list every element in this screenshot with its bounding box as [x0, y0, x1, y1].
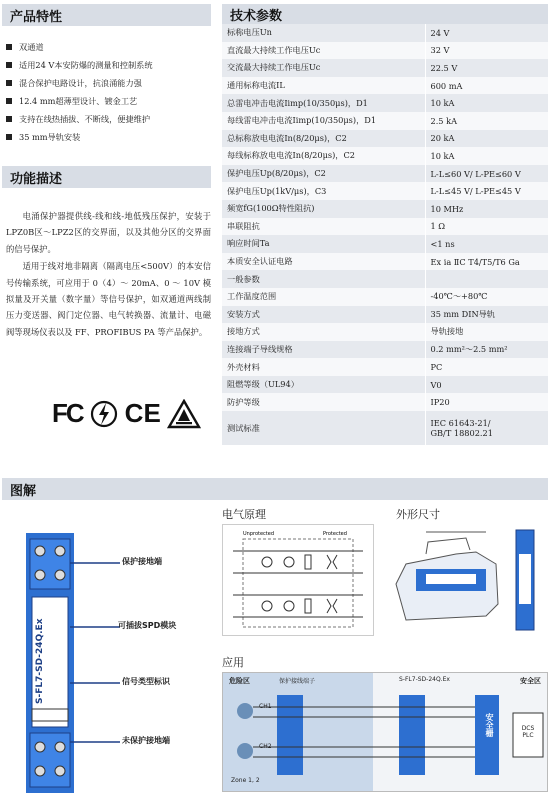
fc-logo-icon: FC — [52, 398, 83, 428]
bullet-icon — [6, 98, 12, 104]
ce-logo-icon: CE — [124, 398, 161, 428]
param-value: 导轨接地 — [425, 323, 548, 341]
feature-item: 支持在线热插拔、不断线，便捷维护 — [6, 110, 211, 128]
param-key: 测试标准 — [222, 411, 425, 445]
application-diagram — [222, 672, 548, 792]
param-key: 标称电压Un — [222, 24, 425, 42]
param-value: 24 V — [425, 24, 548, 42]
param-value: L-L≤60 V/ L-PE≤60 V — [425, 165, 548, 183]
description-paragraph: 电涌保护器提供线-线和线-地低残压保护，安装于LPZ0B区～LPZ2区的交界面，以及其他分区的交界面的信号保护。 — [6, 211, 211, 254]
param-row — [222, 376, 548, 394]
bullet-icon — [6, 44, 12, 50]
channel-2-label: CH2 — [259, 743, 272, 750]
param-row — [222, 253, 548, 271]
param-value: 2.5 kA — [425, 112, 548, 130]
description-header — [2, 166, 211, 188]
param-key: 接地方式 — [222, 323, 425, 341]
feature-item: 35 mm导轨安装 — [6, 128, 211, 146]
application-title: 应用 — [222, 656, 244, 669]
param-row — [222, 341, 548, 359]
param-key: 串联阻抗 — [222, 218, 425, 236]
channel-1-label: CH1 — [259, 703, 272, 710]
param-key: 每线雷电冲击电流Iimp(10/350μs)，D1 — [222, 112, 425, 130]
param-key: 阻燃等级（UL94） — [222, 376, 425, 394]
terminal-box-label: 保护接线端子 — [279, 678, 316, 685]
param-row — [222, 323, 548, 341]
circuit-label-protected: Protected — [323, 531, 347, 537]
param-key: 响应时间Ta — [222, 235, 425, 253]
param-row — [222, 411, 548, 445]
param-value: 600 mA — [425, 77, 548, 95]
param-key: 保护电压Up(1kV/μs)，C3 — [222, 182, 425, 200]
param-row — [222, 24, 548, 42]
param-value: 0.2 mm²～2.5 mm² — [425, 341, 548, 359]
param-key: 连接端子导线规格 — [222, 341, 425, 359]
device-model-text: S-FL7-SD-24Q.Ex — [35, 618, 45, 704]
param-key: 外壳材料 — [222, 358, 425, 376]
param-row — [222, 147, 548, 165]
callout-signal-mark: 信号类型标识 — [122, 677, 170, 686]
feature-item: 双通道 — [6, 38, 211, 56]
param-value: 1 Ω — [425, 218, 548, 236]
param-row — [222, 94, 548, 112]
params-title: 技术参数 — [230, 8, 283, 24]
circuit-diagram — [222, 524, 374, 636]
param-row — [222, 130, 548, 148]
param-row — [222, 42, 548, 60]
zone-note-label: Zone 1, 2 — [231, 777, 260, 784]
callout-lines — [70, 545, 220, 745]
param-key: 保护电压Up(8/20μs)，C2 — [222, 165, 425, 183]
param-value: IEC 61643-21/ GB/T 18802.21 — [425, 411, 548, 445]
param-row — [222, 200, 548, 218]
param-value: 10 MHz — [425, 200, 548, 218]
param-value: 35 mm DIN导轨 — [425, 306, 548, 324]
hazardous-zone-label: 危险区 — [229, 677, 250, 685]
param-value: 10 kA — [425, 147, 548, 165]
param-key: 工作温度范围 — [222, 288, 425, 306]
features-list — [6, 38, 211, 146]
bullet-icon — [6, 134, 12, 140]
param-value: Ex ia ⅡC T4/T5/T6 Ga — [425, 253, 548, 271]
feature-item: 适用24 V本安防爆的测量和控制系统 — [6, 56, 211, 74]
param-value: 22.5 V — [425, 59, 548, 77]
param-value: PC — [425, 358, 548, 376]
param-value: 10 kA — [425, 94, 548, 112]
device-illustration — [24, 533, 76, 793]
param-row — [222, 270, 548, 288]
param-key: 一般参数 — [222, 270, 425, 288]
circuit-label-unprotected: Unprotected — [243, 531, 275, 537]
param-key: 防护等级 — [222, 393, 425, 411]
lightning-cert-icon — [89, 399, 119, 429]
param-key: 安装方式 — [222, 306, 425, 324]
param-value: 20 kA — [425, 130, 548, 148]
param-key: 总雷电冲击电流Iimp(10/350μs)，D1 — [222, 94, 425, 112]
dimension-title: 外形尺寸 — [396, 508, 440, 521]
feature-item: 12.4 mm超薄型设计、镀金工艺 — [6, 92, 211, 110]
params-header — [222, 4, 548, 24]
param-row — [222, 306, 548, 324]
param-value: <1 ns — [425, 235, 548, 253]
params-table — [222, 24, 548, 445]
param-key: 每线标称放电电流In(8/20μs)，C2 — [222, 147, 425, 165]
param-row — [222, 182, 548, 200]
param-key: 本质安全认证电路 — [222, 253, 425, 271]
pictures-title: 图解 — [10, 483, 37, 499]
dimension-drawing — [386, 524, 548, 636]
bullet-icon — [6, 62, 12, 68]
bullet-icon — [6, 80, 12, 86]
param-row — [222, 218, 548, 236]
bullet-icon — [6, 116, 12, 122]
param-key: 交流最大持续工作电压Uc — [222, 59, 425, 77]
param-value: 32 V — [425, 42, 548, 60]
param-value: -40℃～+80℃ — [425, 288, 548, 306]
param-row — [222, 165, 548, 183]
spd-box-label: S-FL7-SD-24Q.Ex — [399, 676, 450, 683]
description-paragraph: 适用于线对地非隔离（隔离电压<500V）的本安信号传输系统，可应用于 0（4）～ 20mA、0 ～ 10V 模拟量及开关量（数字量）等信号保护，如双通道两线制压力变送器、阀门定位器、电气转换器、流量计、电磁阀等现场仪表以及 FF、PROFIBUS PA 等产品保护。 — [6, 261, 211, 337]
param-key: 直流最大持续工作电压Uc — [222, 42, 425, 60]
feature-item: 混合保护电路设计，抗浪涌能力强 — [6, 74, 211, 92]
callout-protected-ground: 保护接地端 — [122, 557, 162, 566]
param-value: IP20 — [425, 393, 548, 411]
param-row — [222, 59, 548, 77]
param-key: 频宽fG(100Ω特性阻抗) — [222, 200, 425, 218]
plc-label: DCS PLC — [521, 725, 535, 739]
param-row — [222, 288, 548, 306]
description-text — [6, 208, 211, 341]
features-title: 产品特性 — [10, 9, 63, 25]
param-row — [222, 112, 548, 130]
callout-unprotected-ground: 未保护接地端 — [122, 736, 170, 745]
ex-hazard-icon — [167, 399, 201, 429]
param-value — [425, 270, 548, 288]
param-row — [222, 77, 548, 95]
certification-logos — [52, 398, 201, 429]
param-key: 通用标称电流IL — [222, 77, 425, 95]
barrier-label: 安全栅 — [485, 713, 494, 737]
param-value: V0 — [425, 376, 548, 394]
param-row — [222, 358, 548, 376]
circuit-title: 电气原理 — [222, 508, 266, 521]
param-key: 总标称放电电流In(8/20μs)，C2 — [222, 130, 425, 148]
param-row — [222, 393, 548, 411]
param-value: L-L≤45 V/ L-PE≤45 V — [425, 182, 548, 200]
param-row — [222, 235, 548, 253]
safe-zone-label: 安全区 — [520, 677, 541, 685]
pictures-header — [2, 478, 548, 500]
callout-spd-module: 可插拔SPD模块 — [118, 621, 177, 630]
description-title: 功能描述 — [10, 171, 63, 187]
features-header — [2, 4, 211, 26]
